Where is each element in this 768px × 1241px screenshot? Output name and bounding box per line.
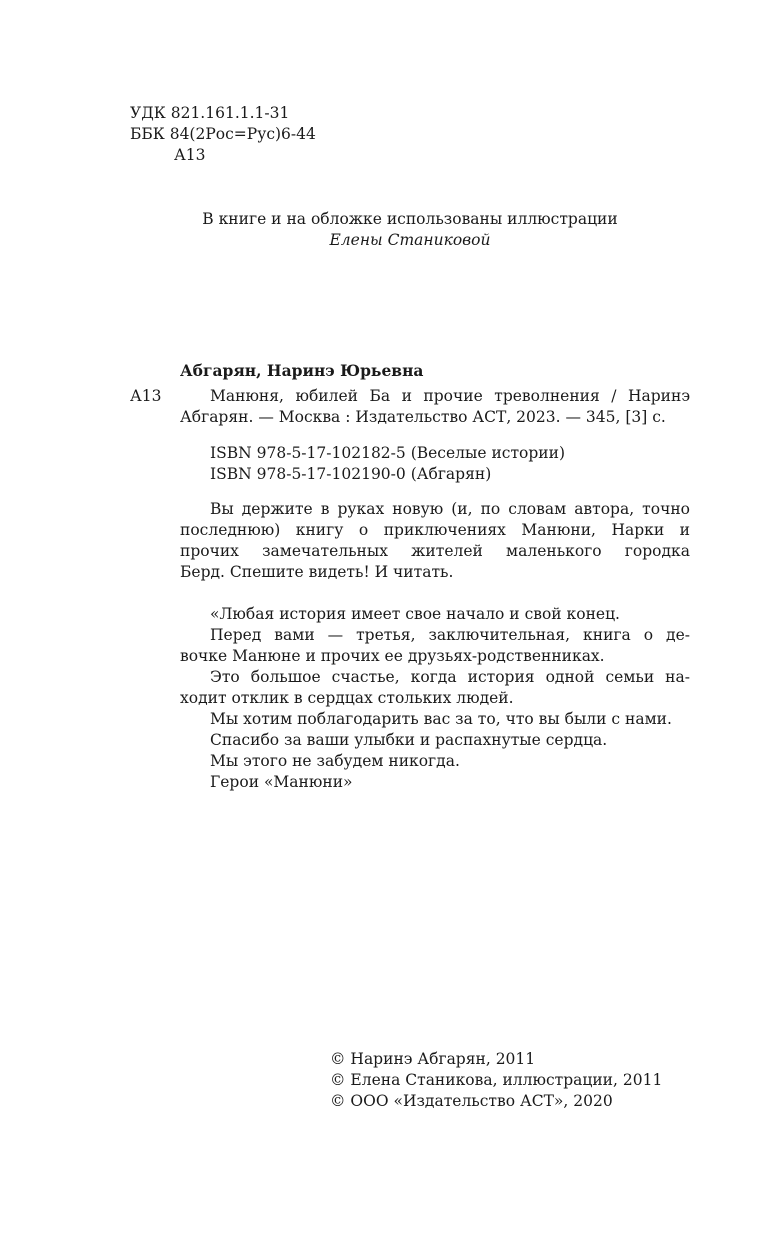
catalog-title-line: Абгарян. — Москва : Издательство АСТ, 2023. — 345, [3] с. [180, 408, 666, 426]
quote-line: Это большое счастье, когда история одной семьи на- [210, 668, 690, 686]
catalog-title-line: Манюня, юбилей Ба и прочие треволнения / Наринэ [210, 387, 690, 405]
quote-line: «Любая история имеет свое начало и свой конец. [210, 605, 620, 623]
quote-line: Мы хотим поблагодарить вас за то, что вы были с нами. [210, 710, 672, 728]
copyright-line: © Наринэ Абгарян, 2011 [330, 1050, 536, 1068]
heroes-quote [180, 604, 690, 793]
quote-line: вочке Манюне и прочих ее друзьях-родственниках. [180, 647, 605, 665]
udk-code: УДК 821.161.1.1-31 [130, 104, 290, 122]
copyright-block [330, 1049, 662, 1112]
isbn-line: ISBN 978-5-17-102182-5 (Веселые истории) [210, 444, 565, 462]
illustrator-name: Елены Станиковой [329, 231, 491, 249]
copyright-line: © ООО «Издательство АСТ», 2020 [330, 1092, 613, 1110]
classification-block [130, 103, 316, 166]
quote-line: Перед вами — третья, заключительная, книга о де- [210, 626, 690, 644]
author-mark-code: А13 [174, 146, 206, 164]
isbn-line: ISBN 978-5-17-102190-0 (Абгарян) [210, 465, 492, 483]
annotation-line: Вы держите в руках новую (и, по словам автора, точно [210, 500, 690, 518]
annotation-line: Берд. Спешите видеть! И читать. [180, 563, 454, 581]
quote-line: ходит отклик в сердцах стольких людей. [180, 689, 514, 707]
quote-line: Мы этого не забудем никогда. [210, 752, 460, 770]
quote-line: Спасибо за ваши улыбки и распахнутые сердца. [210, 731, 608, 749]
annotation-line: прочих замечательных жителей маленького городка [180, 542, 690, 560]
catalog-author: Абгарян, Наринэ Юрьевна [180, 361, 424, 380]
bbk-code: ББК 84(2Рос=Рус)6-44 [130, 125, 316, 143]
annotation-line: последнюю) книгу о приключениях Манюни, Нарки и [180, 521, 690, 539]
catalog-mark: А13 [130, 387, 162, 405]
annotation [180, 499, 690, 583]
isbn-block [210, 443, 565, 485]
quote-signature: Герои «Манюни» [210, 773, 353, 791]
copyright-line: © Елена Станикова, иллюстрации, 2011 [330, 1071, 663, 1089]
catalog-title-description [180, 386, 690, 428]
illustrations-credit [0, 209, 768, 251]
illustrations-credit-line: В книге и на обложке использованы иллюстрации [202, 210, 618, 228]
